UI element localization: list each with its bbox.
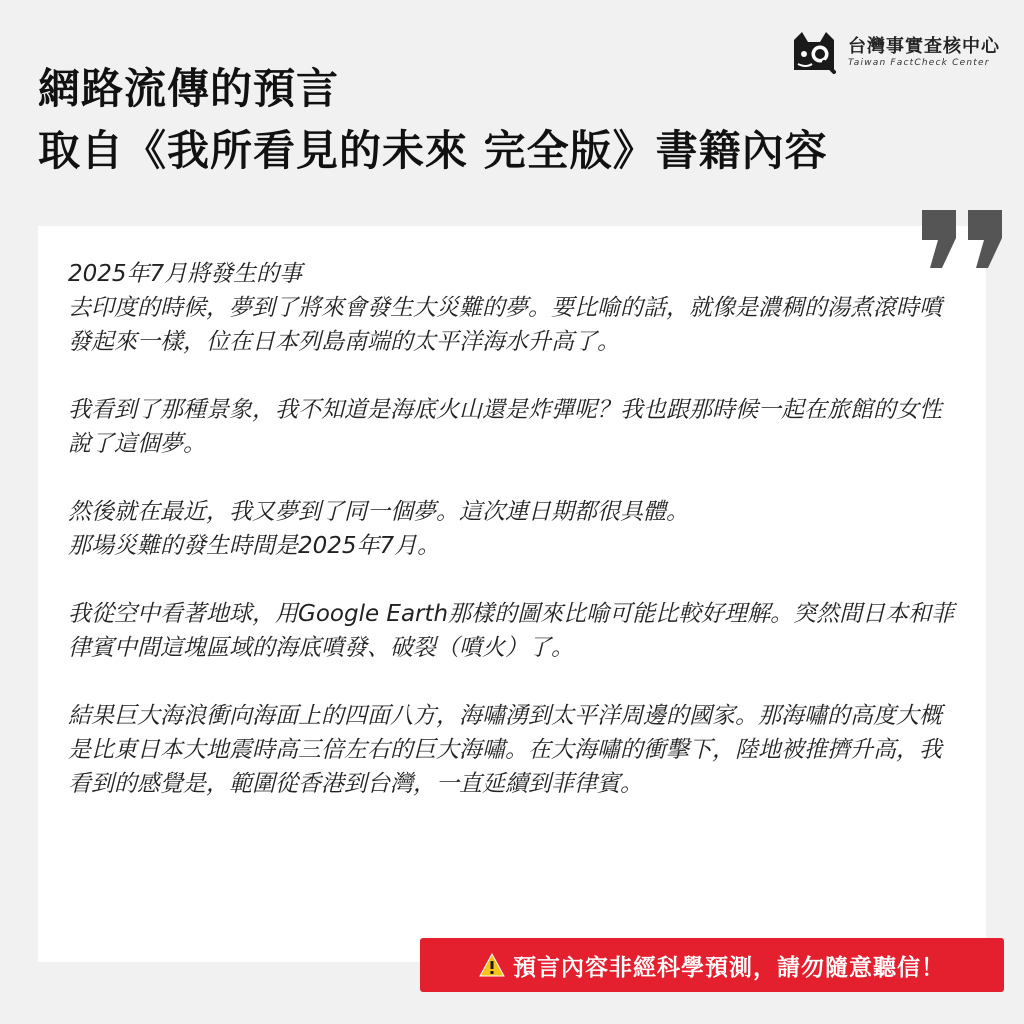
title-line-2: 取自《我所看見的未來 完全版》書籍內容 <box>38 126 828 175</box>
brand-name-cn: 台灣事實查核中心 <box>848 36 1000 57</box>
page-title <box>38 58 998 182</box>
warning-banner <box>420 938 1004 992</box>
excerpt-paragraph-6: 結果巨大海浪衝向海面上的四面八方，海嘯湧到太平洋周邊的國家。那海嘯的高度大概是比東日本大地震時高三倍左右的巨大海嘯。在大海嘯的衝擊下，陸地被推擠升高，我看到的感覺是，範圍從香港到台灣，一直延續到菲律賓。 <box>68 703 942 797</box>
title-line-1: 網路流傳的預言 <box>38 64 340 113</box>
excerpt-paragraph-2: 我看到了那種景象，我不知道是海底火山還是炸彈呢？我也跟那時候一起在旅館的女性說了這個夢。 <box>68 397 942 457</box>
excerpt-paragraph-1: 去印度的時候，夢到了將來會發生大災難的夢。要比喻的話，就像是濃稠的湯煮滾時噴發起來一樣，位在日本列島南端的太平洋海水升高了。 <box>68 295 942 355</box>
warning-text: 預言內容非經科學預測，請勿隨意聽信！ <box>513 954 945 981</box>
brand-name-en: Taiwan FactCheck Center <box>848 58 990 68</box>
excerpt-paragraph-3: 然後就在最近，我又夢到了同一個夢。這次連日期都很具體。 <box>68 499 689 525</box>
excerpt-heading: 2025年7月將發生的事 <box>68 261 303 287</box>
excerpt-paragraph-5: 我從空中看著地球，用Google Earth那樣的圖來比喻可能比較好理解。突然間日本和菲律賓中間這塊區域的海底噴發、破裂（噴火）了。 <box>68 601 955 661</box>
warning-icon <box>479 953 505 977</box>
excerpt-text <box>68 257 963 835</box>
excerpt-paragraph-4: 那場災難的發生時間是2025年7月。 <box>68 533 441 559</box>
